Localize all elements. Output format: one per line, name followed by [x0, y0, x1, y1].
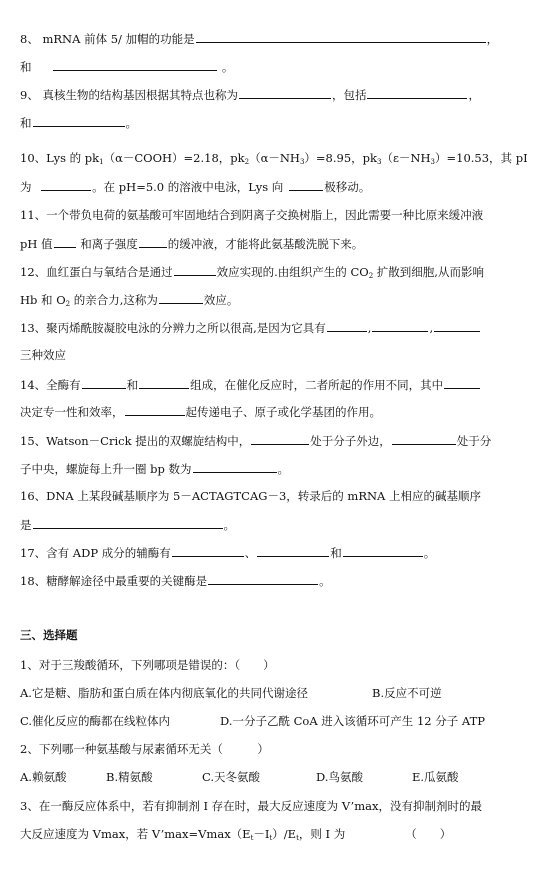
q12-line1 — [20, 264, 538, 284]
q14-text-c: 组成，在催化反应时，二者所起的作用不同，其中 — [190, 378, 444, 392]
q14-text-a: 全酶有 — [46, 378, 81, 392]
q15-blank-3[interactable] — [193, 461, 277, 473]
q9-blank-3[interactable] — [33, 115, 125, 127]
choice1-option-c[interactable]: C.催化反应的酶都在线粒体内 — [20, 714, 171, 728]
q15-text-b: 处于分子外边， — [310, 434, 391, 448]
q15-text-c: 处于分 — [456, 434, 492, 448]
q10-line2 — [20, 179, 538, 195]
q18-blank-1[interactable] — [208, 573, 318, 585]
q12-text-e: 的亲合力,这称为 — [70, 293, 158, 307]
q17-text-b: 、 — [244, 546, 257, 560]
q12-text-d: Hb 和 O — [20, 293, 66, 307]
section-title: 三、选择题 — [20, 628, 78, 642]
q13-blank-3[interactable] — [434, 320, 480, 332]
choice3-sub-1: t — [250, 834, 254, 842]
q10-sub-5: 3 — [430, 158, 435, 166]
q10-text-h: 。在 pH=5.0 的溶液中电泳，Lys 向 — [92, 180, 284, 194]
choice3-question: 3、在一酶反应体系中，若有抑制剂 I 存在时，最大反应速度为 V’max，没有抑制剂时的最 — [20, 799, 482, 813]
q13-text-b: 三种效应 — [20, 348, 66, 362]
choice2-options — [20, 770, 538, 785]
q8-line2 — [20, 59, 538, 75]
q10-blank-1[interactable] — [41, 179, 91, 191]
choice2-question: 2、下列哪一种氨基酸与尿素循环无关（ ） — [20, 742, 269, 756]
choice3-text-r4: ，则 I 为 — [298, 827, 346, 841]
q8-end: 。 — [221, 60, 234, 74]
q17-blank-3[interactable] — [343, 545, 423, 557]
q18-number: 18、 — [20, 574, 47, 588]
choice2-option-b[interactable]: B.精氨酸 — [106, 770, 153, 784]
choice1-row2 — [20, 714, 538, 729]
q15-text-d: 子中央，螺旋每上升一圈 bp 数为 — [20, 462, 192, 476]
q14-blank-1[interactable] — [82, 377, 126, 389]
q11-number: 11、 — [20, 208, 47, 222]
q11-blank-1[interactable] — [54, 236, 76, 248]
q12-line2 — [20, 292, 538, 312]
q9-blank-1[interactable] — [239, 87, 331, 99]
q16-text-a: DNA 上某段碱基顺序为 5－ACTAGTCAG－3，转录后的 mRNA 上相应的碱基顺序 — [46, 489, 482, 503]
q12-text-f: 效应。 — [203, 293, 239, 307]
q13-blank-1[interactable] — [327, 320, 367, 332]
q9-and: 和 — [20, 116, 32, 130]
q11-blank-2[interactable] — [139, 236, 167, 248]
choice1-option-a[interactable]: A.它是糖、脂肪和蛋白质在体内彻底氧化的共同代谢途径 — [20, 686, 308, 700]
q17-text-c: 和 — [330, 546, 342, 560]
choice3-sub-3: t — [296, 834, 299, 842]
q9-text: 真核生物的结构基因根据其特点也称为 — [42, 88, 238, 102]
choice3-text-r: 大反应速度为 Vmax，若 V’max=Vmax（E — [20, 827, 251, 841]
q11-text-a: 一个带负电荷的氨基酸可牢固地结合到阴离子交换树脂上，因此需要一种比原来缓冲液 — [46, 208, 484, 222]
q17-text-a: 含有 ADP 成分的辅酶有 — [46, 546, 171, 560]
q10-number: 10、 — [20, 151, 47, 165]
q14-line1 — [20, 377, 538, 393]
q18-text-b: 。 — [319, 574, 331, 588]
q11-text-b: pH 值 — [20, 237, 53, 251]
q13-sep-2: , — [429, 321, 434, 335]
q9-text-b: ，包括 — [331, 88, 367, 102]
q10-sub-2: 2 — [244, 158, 250, 166]
q18-line — [20, 573, 538, 589]
q13-blank-2[interactable] — [372, 320, 428, 332]
q17-blank-2[interactable] — [257, 545, 329, 557]
choice3-sub-2: t — [269, 834, 273, 842]
choice3-text-r3: ）/E — [272, 827, 297, 841]
q13-number: 13、 — [20, 321, 47, 335]
q12-text-c: 扩散到细胞,从而影响 — [373, 265, 484, 279]
q10-sub-4: 3 — [377, 158, 382, 166]
q16-text-b: 是 — [20, 518, 32, 532]
q10-blank-2[interactable] — [289, 179, 323, 191]
q14-blank-4[interactable] — [125, 404, 185, 416]
q15-text-a: Watson－Crick 提出的双螺旋结构中， — [46, 434, 251, 448]
choice2-option-e[interactable]: E.瓜氨酸 — [412, 770, 459, 784]
q14-text-b: 和 — [126, 378, 139, 392]
q12-number: 12、 — [20, 265, 47, 279]
q16-line1 — [20, 489, 538, 504]
q14-line2 — [20, 404, 538, 420]
q10-text-a: Lys 的 pk — [46, 151, 100, 165]
q14-number: 14、 — [20, 378, 47, 392]
q16-number: 16、 — [20, 489, 47, 503]
q9-blank-2[interactable] — [367, 87, 467, 99]
q8-comma: ， — [486, 32, 499, 46]
q8-text: mRNA 前体 5/ 加帽的功能是 — [42, 32, 195, 46]
q15-blank-2[interactable] — [392, 433, 456, 445]
q17-blank-1[interactable] — [172, 545, 244, 557]
q10-sub-1: 1 — [99, 158, 104, 166]
q10-line1 — [20, 151, 538, 170]
q16-text-c: 。 — [223, 518, 235, 532]
q11-text-c: 和离子强度 — [80, 237, 138, 251]
q10-text-c: （α－NH — [249, 151, 300, 165]
q13-text-a: 聚丙烯酰胺凝胶电泳的分辨力之所以很高,是因为它具有 — [46, 321, 326, 335]
q16-line2 — [20, 517, 538, 533]
q15-number: 15、 — [20, 434, 47, 448]
q14-blank-3[interactable] — [444, 377, 480, 389]
q17-line — [20, 545, 538, 561]
q10-sub-3: 3 — [299, 158, 305, 166]
choice3-answer-paren[interactable]: （ ） — [405, 827, 452, 841]
q10-text-i: 极移动。 — [324, 180, 371, 194]
choice2-option-c[interactable]: C.天冬氨酸 — [202, 770, 261, 784]
q10-text-b: （α－COOH）=2.18，pk — [103, 151, 245, 165]
q15-blank-1[interactable] — [251, 433, 309, 445]
q10-text-f: ）=10.53，其 pI — [435, 151, 528, 165]
q12-blank-1[interactable] — [174, 264, 216, 276]
q8-line1 — [20, 31, 538, 47]
q12-text-a: 血红蛋白与氧结合是通过 — [46, 265, 173, 279]
q12-text-b: 效应实现的.由组织产生的 CO — [216, 265, 369, 279]
choice1-row1 — [20, 686, 538, 701]
choice1-question: 1、对于三羧酸循环，下列哪项是错误的：（ ） — [20, 658, 275, 672]
q13-sep-1: , — [367, 321, 372, 335]
choice2-option-d[interactable]: D.鸟氨酸 — [316, 770, 363, 784]
q8-number: 8、 — [20, 32, 39, 46]
q10-text-d: ）=8.95，pk — [304, 151, 377, 165]
q10-text-e: （ε－NH — [381, 151, 431, 165]
q11-text-d: 的缓冲液，才能将此氨基酸洗脱下来。 — [167, 237, 364, 251]
q12-sub-2: 2 — [65, 300, 71, 308]
q15-line2 — [20, 461, 538, 477]
q12-sub-1: 2 — [368, 272, 374, 280]
q9-comma: ， — [468, 88, 480, 102]
q8-blank-2[interactable] — [53, 59, 217, 71]
q8-and: 和 — [20, 60, 32, 74]
choice3-question-cont — [20, 827, 538, 846]
q14-text-d: 决定专一性和效率， — [20, 405, 124, 419]
choice1-option-d[interactable]: D.一分子乙酰 CoA 进入该循环可产生 12 分子 ATP — [220, 714, 485, 728]
q12-blank-2[interactable] — [159, 292, 203, 304]
q9-line1 — [20, 87, 538, 103]
q15-text-e: 。 — [277, 462, 290, 476]
q11-line1 — [20, 208, 538, 223]
q8-blank-1[interactable] — [196, 31, 486, 43]
choice3-text-r2: －I — [253, 827, 270, 841]
q13-line2 — [20, 348, 538, 363]
q15-line1 — [20, 433, 538, 449]
q14-blank-2[interactable] — [139, 377, 189, 389]
q18-text-a: 糖酵解途径中最重要的关键酶是 — [46, 574, 208, 588]
q11-line2 — [20, 236, 538, 252]
q17-text-d: 。 — [423, 546, 436, 560]
q14-text-e: 起传递电子、原子或化学基团的作用。 — [185, 405, 381, 419]
q9-line2 — [20, 115, 538, 131]
q10-text-g: 为 — [20, 180, 32, 194]
q13-line1 — [20, 320, 538, 336]
q16-blank-1[interactable] — [33, 517, 223, 529]
q17-number: 17、 — [20, 546, 47, 560]
q9-number: 9、 — [20, 88, 39, 102]
q9-end: 。 — [125, 116, 137, 130]
choice1-option-b[interactable]: B.反应不可逆 — [372, 686, 442, 700]
choice2-option-a[interactable]: A.赖氨酸 — [20, 770, 67, 784]
